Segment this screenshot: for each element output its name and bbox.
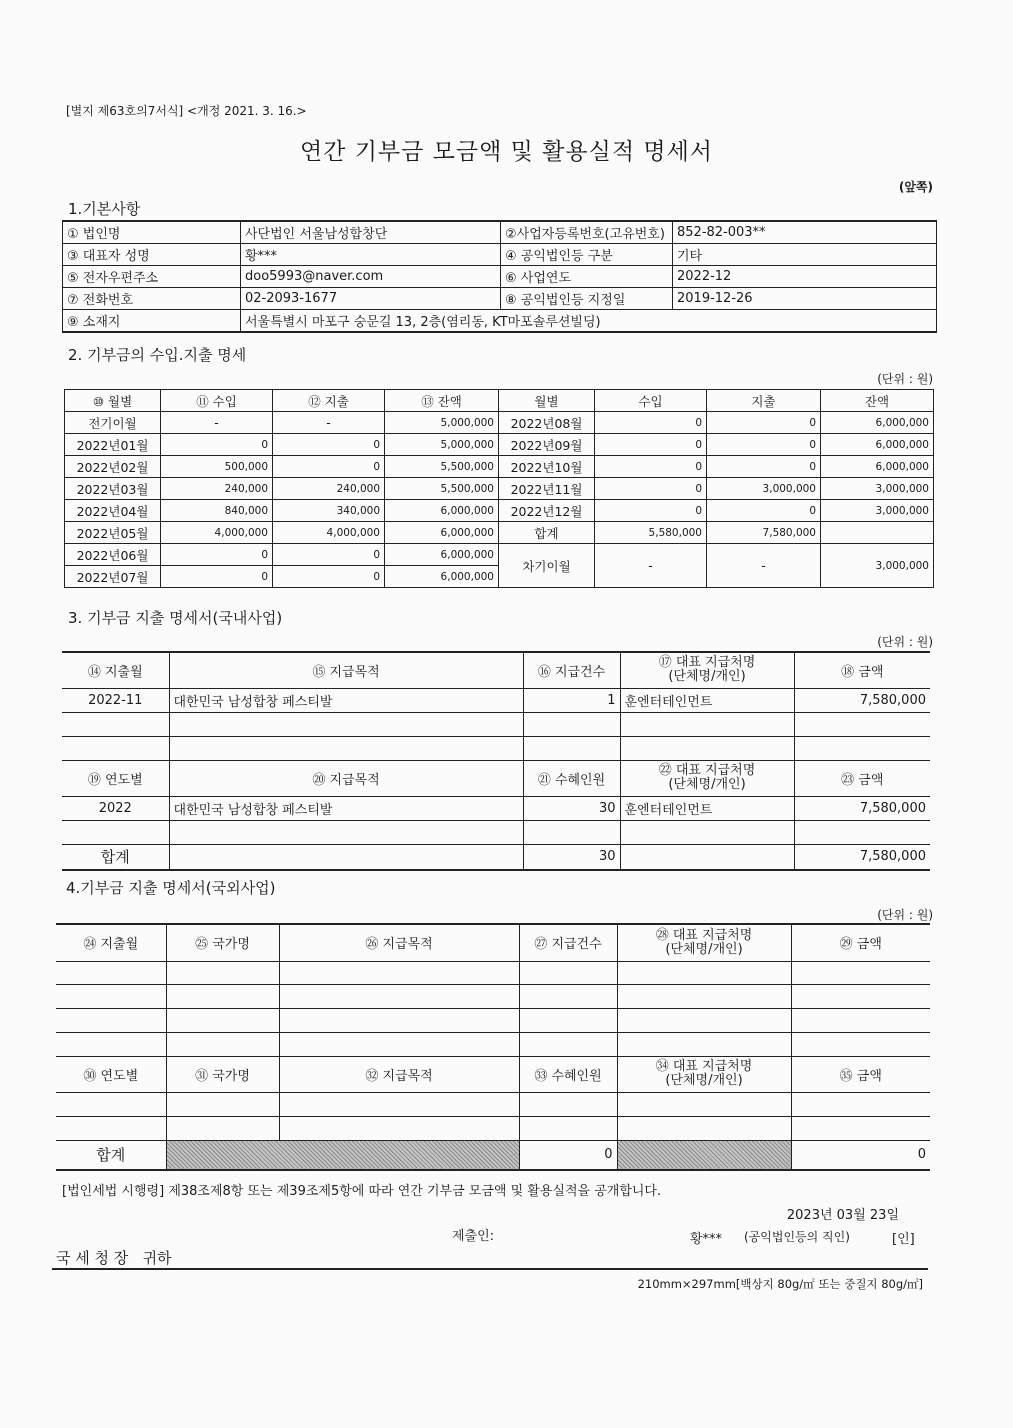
h4-purpose: ㉖ 지급목적 [279, 924, 519, 961]
income-cell: 0 [595, 478, 707, 500]
section2-unit: (단위 : 원) [877, 372, 933, 386]
section3-unit: (단위 : 원) [877, 635, 933, 649]
h4b-beneficiaries: ㉝ 수혜인원 [519, 1056, 617, 1092]
month-cell: 2022년07월 [65, 566, 161, 588]
h4-month: ㉔ 지출월 [56, 924, 166, 961]
h4b-payee-line2: (단체명/개인) [665, 1073, 743, 1088]
balance-cell [821, 522, 934, 544]
hatched-cell [166, 1140, 519, 1170]
sec4-total-label: 합계 [56, 1140, 166, 1170]
expense-cell: 0 [707, 434, 821, 456]
r1-count: 1 [523, 688, 620, 712]
h4-amount: ㉙ 금액 [791, 924, 930, 961]
info-label: ⑨ 소재지 [63, 310, 241, 333]
column-header: ⑫ 지출 [273, 390, 385, 412]
income-cell: 0 [161, 544, 273, 566]
expense-cell: 0 [273, 456, 385, 478]
h-payee-2 [620, 760, 794, 796]
carry-expense: - [707, 544, 821, 588]
h4b-amount: ㉟ 금액 [791, 1056, 930, 1092]
h-payee-line1: ⑰ 대표 지급처명 [658, 655, 756, 671]
info-value: 852-82-003** [673, 221, 937, 244]
expense-cell: 0 [707, 500, 821, 522]
column-header: 잔액 [821, 390, 934, 412]
document-title: 연간 기부금 모금액 및 활용실적 명세서 [299, 139, 714, 165]
h4-country: ㉕ 국가명 [166, 924, 279, 961]
info-label: ⑦ 전화번호 [63, 288, 241, 310]
month-cell: 2022년05월 [65, 522, 161, 544]
column-header: 수입 [595, 390, 707, 412]
submitter-role: (공익법인등의 직인) [744, 1230, 850, 1244]
info-value: doo5993@naver.com [241, 266, 501, 288]
income-cell: 0 [595, 500, 707, 522]
info-label: ③ 대표자 성명 [63, 244, 241, 266]
month-cell: 2022년09월 [499, 434, 595, 456]
month-cell: 2022년11월 [499, 478, 595, 500]
sec4-total-count: 0 [519, 1140, 617, 1170]
expense-cell: 7,580,000 [707, 522, 821, 544]
r1-month: 2022-11 [62, 688, 169, 712]
h4b-payee-line1: ㉞ 대표 지급처명 [655, 1059, 753, 1074]
info-label: ⑥ 사업연도 [501, 266, 673, 288]
expense-cell: 3,000,000 [707, 478, 821, 500]
month-cell: 2022년03월 [65, 478, 161, 500]
recipient: 국 세 청 장 귀하 [56, 1249, 172, 1267]
balance-cell: 6,000,000 [821, 412, 934, 434]
info-label: ⑧ 공익법인등 지정일 [501, 288, 673, 310]
income-cell: 0 [161, 434, 273, 456]
income-expense-table [64, 389, 934, 588]
balance-cell: 6,000,000 [385, 544, 499, 566]
income-cell: 840,000 [161, 500, 273, 522]
h4b-payee [617, 1056, 791, 1092]
month-cell: 2022년08월 [499, 412, 595, 434]
month-cell: 2022년01월 [65, 434, 161, 456]
month-cell: 2022년04월 [65, 500, 161, 522]
income-cell: 0 [595, 434, 707, 456]
month-cell: 2022년02월 [65, 456, 161, 478]
column-header: ⑩ 월별 [65, 390, 161, 412]
h-payee [620, 652, 794, 688]
income-cell: 500,000 [161, 456, 273, 478]
section2-title: 2. 기부금의 수입.지출 명세 [68, 346, 247, 364]
expense-cell: 0 [273, 566, 385, 588]
info-label: ④ 공익법인등 구분 [501, 244, 673, 266]
carry-label: 차기이월 [499, 544, 595, 588]
h-amount-2: ㉓ 금액 [794, 760, 930, 796]
section1-title: 1.기본사항 [68, 200, 141, 218]
expense-cell: 0 [707, 412, 821, 434]
expense-cell: 0 [273, 544, 385, 566]
expense-cell: 0 [707, 456, 821, 478]
section3-title: 3. 기부금 지출 명세서(국내사업) [68, 609, 283, 627]
r2-amount: 7,580,000 [794, 796, 930, 820]
expense-cell: 240,000 [273, 478, 385, 500]
income-cell: 4,000,000 [161, 522, 273, 544]
r1-amount: 7,580,000 [794, 688, 930, 712]
basic-info-table [62, 220, 937, 333]
balance-cell: 6,000,000 [385, 522, 499, 544]
h4-count: ㉗ 지급건수 [519, 924, 617, 961]
h-purpose: ⑮ 지급목적 [169, 652, 523, 688]
submit-date: 2023년 03월 23일 [786, 1208, 899, 1223]
info-label: ⑤ 전자우편주소 [63, 266, 241, 288]
income-cell: - [161, 412, 273, 434]
info-value: 2022-12 [673, 266, 937, 288]
balance-cell: 6,000,000 [385, 566, 499, 588]
balance-cell: 6,000,000 [385, 500, 499, 522]
carry-balance: 3,000,000 [821, 544, 934, 588]
income-cell: 0 [161, 566, 273, 588]
expense-cell: 4,000,000 [273, 522, 385, 544]
balance-cell: 6,000,000 [821, 456, 934, 478]
submitter-name: 황*** [690, 1232, 723, 1247]
column-header: 월별 [499, 390, 595, 412]
h4b-purpose: ㉜ 지급목적 [279, 1056, 519, 1092]
column-header: ⑬ 잔액 [385, 390, 499, 412]
income-cell: 0 [595, 412, 707, 434]
info-label: ① 법인명 [63, 221, 241, 244]
r1-payee: 훈엔터테인먼트 [620, 688, 794, 712]
h4-payee-line2: (단체명/개인) [665, 941, 743, 957]
balance-cell: 5,000,000 [385, 434, 499, 456]
balance-cell: 3,000,000 [821, 478, 934, 500]
hatched-cell-2 [617, 1140, 791, 1170]
h-payee-line2: (단체명/개인) [668, 669, 746, 685]
info-label: ②사업자등록번호(고유번호) [501, 221, 673, 244]
form-reference: [별지 제63호의7서식] <개정 2021. 3. 16.> [66, 104, 307, 118]
h4b-country: ㉛ 국가명 [166, 1056, 279, 1092]
r1-purpose: 대한민국 남성합창 페스티발 [169, 688, 523, 712]
info-value: 황*** [241, 244, 501, 266]
paper-spec: 210mm×297mm[백상지 80g/㎡ 또는 중질지 80g/㎡] [637, 1277, 923, 1291]
month-cell: 2022년12월 [499, 500, 595, 522]
section4-title: 4.기부금 지출 명세서(국외사업) [66, 879, 276, 897]
h-beneficiaries: ㉑ 수혜인원 [523, 760, 620, 796]
domestic-expense-table [62, 651, 930, 871]
footer-divider [52, 1268, 928, 1270]
expense-cell: 340,000 [273, 500, 385, 522]
page-side-label: (앞쪽) [898, 180, 933, 194]
expense-cell: 0 [273, 434, 385, 456]
balance-cell: 5,500,000 [385, 456, 499, 478]
balance-cell: 6,000,000 [821, 434, 934, 456]
month-cell: 합계 [499, 522, 595, 544]
sec3-total-amount: 7,580,000 [794, 844, 930, 870]
info-value: 02-2093-1677 [241, 288, 501, 310]
h-year: ⑲ 연도별 [62, 760, 169, 796]
info-value: 2019-12-26 [673, 288, 937, 310]
balance-cell: 3,000,000 [821, 500, 934, 522]
h-amount: ⑱ 금액 [794, 652, 930, 688]
h4b-year: ㉚ 연도별 [56, 1056, 166, 1092]
overseas-expense-table [56, 923, 930, 1171]
income-cell: 5,580,000 [595, 522, 707, 544]
h4-payee-line1: ㉘ 대표 지급처명 [655, 927, 753, 943]
column-header: 지출 [707, 390, 821, 412]
h-expense-month: ⑭ 지출월 [62, 652, 169, 688]
seal-mark: [인] [892, 1232, 915, 1247]
law-notice: [법인세법 시행령] 제38조제8항 또는 제39조제5항에 따라 연간 기부금 모금액 및 활용실적을 공개합니다. [62, 1184, 662, 1199]
r2-payee: 훈엔터테인먼트 [620, 796, 794, 820]
r2-year: 2022 [62, 796, 169, 820]
income-cell: 240,000 [161, 478, 273, 500]
address-value: 서울특별시 마포구 숭문길 13, 2층(염리동, KT마포솔루션빌딩) [241, 310, 937, 333]
month-cell: 2022년10월 [499, 456, 595, 478]
info-value: 기타 [673, 244, 937, 266]
sec3-total-count: 30 [523, 844, 620, 870]
month-cell: 전기이월 [65, 412, 161, 434]
section4-unit: (단위 : 원) [877, 908, 933, 922]
column-header: ⑪ 수입 [161, 390, 273, 412]
sec4-total-amount: 0 [791, 1140, 930, 1170]
balance-cell: 5,000,000 [385, 412, 499, 434]
submitter-label: 제출인: [452, 1229, 495, 1244]
r2-beneficiaries: 30 [523, 796, 620, 820]
sec3-total-label: 합계 [62, 844, 169, 870]
income-cell: 0 [595, 456, 707, 478]
carry-income: - [595, 544, 707, 588]
balance-cell: 5,500,000 [385, 478, 499, 500]
info-value: 사단법인 서울남성합창단 [241, 221, 501, 244]
h-payee-2-line2: (단체명/개인) [668, 777, 746, 792]
h4-payee [617, 924, 791, 961]
h-purpose-2: ⑳ 지급목적 [169, 760, 523, 796]
h-payee-2-line1: ㉒ 대표 지급처명 [658, 763, 756, 778]
h-count: ⑯ 지급건수 [523, 652, 620, 688]
month-cell: 2022년06월 [65, 544, 161, 566]
expense-cell: - [273, 412, 385, 434]
r2-purpose: 대한민국 남성합창 페스티발 [169, 796, 523, 820]
